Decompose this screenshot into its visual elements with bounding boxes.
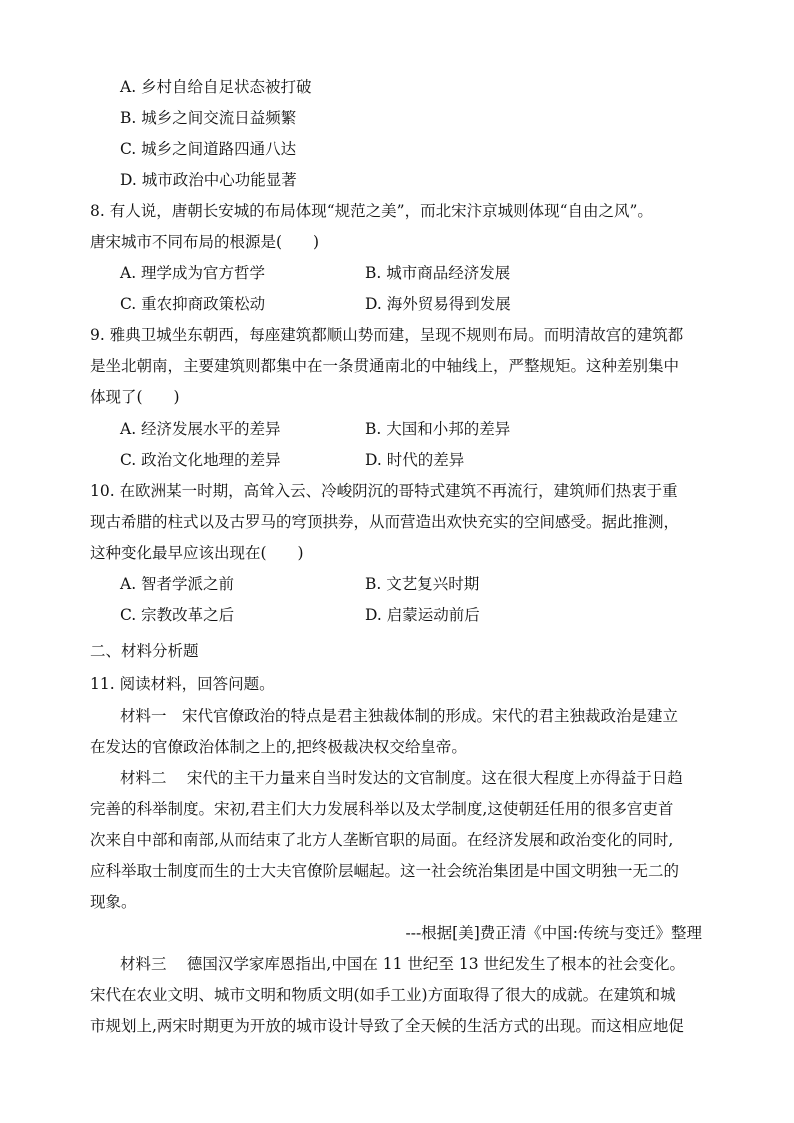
material-2-line4: 应科举取士制度而生的士大夫官僚阶层崛起。这一社会统治集团是中国文明独一无二的 xyxy=(90,862,680,880)
q9-option-c: C. 政治文化地理的差异 xyxy=(120,451,281,469)
q8-stem-line1: 8. 有人说，唐朝长安城的布局体现“规范之美”，而北宋汴京城则体现“自由之风”。 xyxy=(90,202,653,220)
q9-option-a: A. 经济发展水平的差异 xyxy=(120,420,281,438)
q8-option-a: A. 理学成为官方哲学 xyxy=(120,264,266,282)
q7-option-d: D. 城市政治中心功能显著 xyxy=(120,171,297,189)
material-2-source: ---根据[美]费正清《中国:传统与变迁》整理 xyxy=(405,924,702,942)
material-1-line2: 在发达的官僚政治体制之上的,把终极裁决权交给皇帝。 xyxy=(90,738,467,756)
material-2-line2: 完善的科举制度。宋初,君主们大力发展科举以及太学制度,这使朝廷任用的很多宫吏首 xyxy=(90,800,674,818)
material-2-line1: 材料二 宋代的主干力量来自当时发达的文官制度。这在很大程度上亦得益于日趋 xyxy=(120,769,683,787)
q8-option-b: B. 城市商品经济发展 xyxy=(365,264,511,282)
q10-option-c: C. 宗教改革之后 xyxy=(120,606,235,624)
q10-option-d: D. 启蒙运动前后 xyxy=(365,606,480,624)
material-2-line5: 现象。 xyxy=(90,893,137,911)
q8-option-d: D. 海外贸易得到发展 xyxy=(365,295,511,313)
q10-stem-line1: 10. 在欧洲某一时期，高耸入云、冷峻阴沉的哥特式建筑不再流行，建筑师们热衷于重 xyxy=(90,482,678,500)
q10-option-a: A. 智者学派之前 xyxy=(120,575,235,593)
material-3-line3: 市规划上,两宋时期更为开放的城市设计导致了全天候的生活方式的出现。而这相应地促 xyxy=(90,1017,684,1035)
material-2-line3: 次来自中部和南部,从而结束了北方人垄断官职的局面。在经济发展和政治变化的同时, xyxy=(90,831,674,849)
section-title: 二、材料分析题 xyxy=(90,642,199,660)
q8-stem-line2: 唐宋城市不同布局的根源是( ) xyxy=(90,233,320,251)
q10-stem-line3: 这种变化最早应该出现在( ) xyxy=(90,544,304,562)
material-3-line2: 宋代在农业文明、城市文明和物质文明(如手工业)方面取得了很大的成就。在建筑和城 xyxy=(90,986,676,1004)
q11-stem: 11. 阅读材料，回答问题。 xyxy=(90,675,275,693)
q7-option-a: A. 乡村自给自足状态被打破 xyxy=(120,78,312,96)
q10-option-b: B. 文艺复兴时期 xyxy=(365,575,480,593)
q9-stem-line2: 是坐北朝南，主要建筑则都集中在一条贯通南北的中轴线上，严整规矩。这种差别集中 xyxy=(90,357,680,375)
q9-stem-line3: 体现了( ) xyxy=(90,388,180,406)
q8-option-c: C. 重农抑商政策松动 xyxy=(120,295,266,313)
q10-stem-line2: 现古希腊的柱式以及古罗马的穹顶拱券，从而营造出欢快充实的空间感受。据此推测， xyxy=(90,513,680,531)
q7-option-b: B. 城乡之间交流日益频繁 xyxy=(120,109,297,127)
q9-option-b: B. 大国和小邦的差异 xyxy=(365,420,511,438)
q7-option-c: C. 城乡之间道路四通八达 xyxy=(120,140,297,158)
material-1-line1: 材料一 宋代官僚政治的特点是君主独裁体制的形成。宋代的君主独裁政治是建立 xyxy=(120,707,679,725)
q9-option-d: D. 时代的差异 xyxy=(365,451,465,469)
q9-stem-line1: 9. 雅典卫城坐东朝西，每座建筑都顺山势而建，呈现不规则布局。而明清故宫的建筑都 xyxy=(90,326,684,344)
material-3-line1: 材料三 德国汉学家库恩指出,中国在 11 世纪至 13 世纪发生了根本的社会变化。 xyxy=(120,955,686,973)
